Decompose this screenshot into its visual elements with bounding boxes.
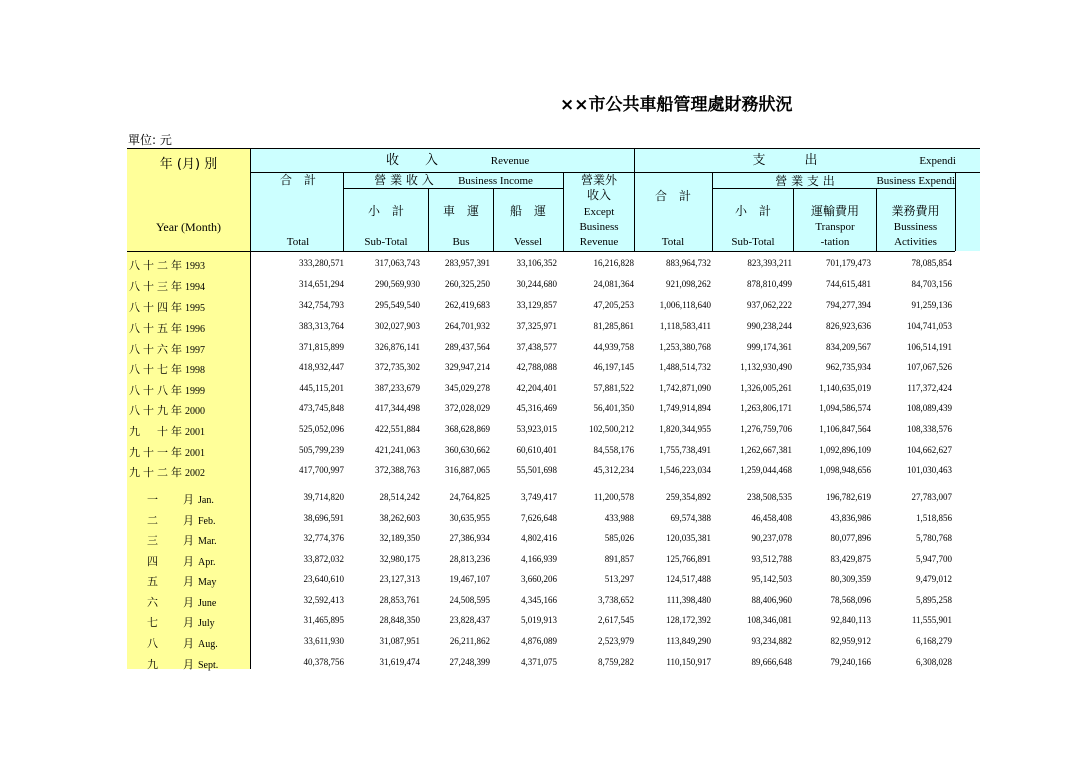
row-year-label (129, 341, 249, 357)
table-cell: 371,815,899 (299, 342, 344, 352)
header-exp-subtotal-en: Sub-Total (731, 236, 775, 248)
row-year-en: 1994 (185, 282, 205, 293)
table-cell: 290,569,930 (375, 279, 420, 289)
table-cell: 302,027,903 (375, 321, 420, 331)
table-cell: 473,745,848 (299, 403, 344, 413)
table-cell: 5,895,258 (916, 595, 952, 605)
table-cell: 78,085,854 (911, 258, 952, 268)
header-bus-en: Bus (452, 236, 470, 248)
table-cell: 19,467,107 (449, 574, 490, 584)
row-year-zh: 八十二年 (129, 259, 185, 272)
table-row (127, 550, 957, 570)
row-year-en: 2000 (185, 406, 205, 417)
table-cell: 43,836,986 (830, 513, 871, 523)
table-cell: 4,876,089 (521, 636, 557, 646)
row-month-en: July (198, 618, 215, 629)
table-cell: 3,660,206 (521, 574, 557, 584)
table-cell: 317,063,743 (375, 258, 420, 268)
table-cell: 329,947,214 (445, 362, 490, 372)
row-year-label (129, 444, 249, 460)
table-row (127, 509, 957, 529)
table-cell: 422,551,884 (375, 424, 420, 434)
table-cell: 27,248,399 (449, 657, 490, 667)
row-month-num-zh: 九 (147, 658, 158, 671)
table-cell: 1,098,948,656 (819, 465, 871, 475)
table-cell: 5,780,768 (916, 533, 952, 543)
table-cell: 101,030,463 (907, 465, 952, 475)
table-cell: 196,782,619 (826, 492, 871, 502)
table-cell: 883,964,732 (666, 258, 711, 268)
row-month-unit-zh: 月 (183, 575, 194, 588)
table-cell: 1,118,583,411 (659, 321, 711, 331)
table-row (127, 570, 957, 590)
table-cell: 4,345,166 (521, 595, 557, 605)
row-month-unit-zh: 月 (183, 596, 194, 609)
table-cell: 24,508,595 (449, 595, 490, 605)
table-cell: 125,766,891 (666, 554, 711, 564)
table-cell: 33,106,352 (516, 258, 557, 268)
table-cell: 78,568,096 (830, 595, 871, 605)
table-cell: 23,640,610 (303, 574, 344, 584)
header-activities-en2: Activities (894, 236, 937, 248)
table-cell: 84,558,176 (593, 445, 634, 455)
table-cell: 238,508,535 (747, 492, 792, 502)
table-row (127, 488, 957, 508)
row-year-label (129, 299, 249, 315)
table-cell: 28,853,761 (379, 595, 420, 605)
table-cell: 4,371,075 (521, 657, 557, 667)
table-cell: 1,546,223,034 (659, 465, 711, 475)
table-cell: 104,662,627 (907, 445, 952, 455)
table-cell: 93,512,788 (751, 554, 792, 564)
table-cell: 314,651,294 (299, 279, 344, 289)
unit-label: 單位: 元 (128, 133, 172, 147)
row-month-unit-zh: 月 (183, 555, 194, 568)
table-cell: 1,253,380,768 (659, 342, 711, 352)
table-row (127, 254, 957, 274)
row-month-unit-zh: 月 (183, 514, 194, 527)
table-cell: 69,574,388 (670, 513, 711, 523)
table-cell: 42,788,088 (516, 362, 557, 372)
table-row (127, 358, 957, 378)
table-cell: 283,957,391 (445, 258, 490, 268)
table-row (127, 379, 957, 399)
table-cell: 326,876,141 (375, 342, 420, 352)
row-year-zh: 八十六年 (129, 343, 185, 356)
row-month-en: Apr. (198, 557, 216, 568)
header-activities-zh: 業務費用 (891, 204, 940, 218)
row-year-en: 2001 (185, 448, 205, 459)
row-year-zh: 八十七年 (129, 363, 185, 376)
table-cell: 24,764,825 (449, 492, 490, 502)
header-transport-en2: -tation (820, 236, 850, 248)
row-year-label (129, 257, 249, 273)
row-year-zh: 九十二年 (129, 466, 185, 479)
table-cell: 6,308,028 (916, 657, 952, 667)
row-month-unit-zh: 月 (183, 616, 194, 629)
table-cell: 104,741,053 (907, 321, 952, 331)
row-year-zh: 九十一年 (129, 446, 185, 459)
row-year-label (129, 278, 249, 294)
table-cell: 9,479,012 (916, 574, 952, 584)
table-cell: 90,237,078 (751, 533, 792, 543)
header-bus-zh: 車 運 (442, 204, 479, 218)
table-cell: 27,783,007 (911, 492, 952, 502)
table-cell: 368,628,869 (445, 424, 490, 434)
table-cell: 5,947,700 (916, 554, 952, 564)
table-cell: 23,828,437 (449, 615, 490, 625)
header-business-exp-en: Business Expendi (876, 175, 955, 187)
table-cell: 80,077,896 (830, 533, 871, 543)
header-year-zh: 年 (月) 別 (159, 157, 218, 172)
row-month-num-zh: 二 (147, 514, 158, 527)
table-cell: 89,666,648 (751, 657, 792, 667)
table-cell: 513,297 (604, 574, 634, 584)
table-cell: 40,378,756 (303, 657, 344, 667)
table-cell: 46,197,145 (593, 362, 634, 372)
table-cell: 16,216,828 (593, 258, 634, 268)
table-row (127, 441, 957, 461)
table-cell: 417,344,498 (375, 403, 420, 413)
table-cell: 28,848,350 (379, 615, 420, 625)
table-cell: 11,200,578 (593, 492, 634, 502)
row-month-unit-zh: 月 (183, 637, 194, 650)
table-cell: 28,813,236 (449, 554, 490, 564)
table-cell: 26,211,862 (449, 636, 490, 646)
table-cell: 794,277,394 (826, 300, 871, 310)
table-row (127, 632, 957, 652)
row-month-num-zh: 四 (147, 555, 158, 568)
row-month-num-zh: 一 (147, 493, 158, 506)
table-cell: 383,313,764 (299, 321, 344, 331)
table-cell: 32,189,350 (379, 533, 420, 543)
table-cell: 1,755,738,491 (659, 445, 711, 455)
header-except-en3: Revenue (579, 236, 619, 248)
table-row (127, 338, 957, 358)
table-cell: 3,738,652 (598, 595, 634, 605)
header-vessel-zh: 船 運 (509, 204, 546, 218)
row-year-en: 2002 (185, 468, 205, 479)
header-expend-en: Expendi (919, 155, 956, 167)
table-cell: 826,923,636 (826, 321, 871, 331)
table-cell: 37,438,577 (516, 342, 557, 352)
row-year-zh: 八十三年 (129, 280, 185, 293)
row-year-label (129, 382, 249, 398)
table-cell: 3,749,417 (521, 492, 557, 502)
row-year-zh: 九 十年 (129, 425, 185, 438)
table-cell: 2,617,545 (598, 615, 634, 625)
header-revenue-en: Revenue (490, 155, 530, 167)
table-cell: 42,204,401 (516, 383, 557, 393)
row-month-en: June (198, 598, 217, 609)
table-cell: 38,262,603 (379, 513, 420, 523)
table-cell: 46,458,408 (751, 513, 792, 523)
table-cell: 31,465,895 (303, 615, 344, 625)
table-cell: 32,774,376 (303, 533, 344, 543)
row-year-en: 2001 (185, 427, 205, 438)
table-cell: 57,881,522 (593, 383, 634, 393)
table-cell: 701,179,473 (826, 258, 871, 268)
header-business-exp-zh: 營 業 支 出 (775, 174, 835, 188)
header-year-en: Year (Month) (155, 220, 222, 234)
table-cell: 1,488,514,732 (659, 362, 711, 372)
table-cell: 1,262,667,381 (740, 445, 792, 455)
table-cell: 421,241,063 (375, 445, 420, 455)
row-year-label (129, 423, 249, 439)
table-cell: 316,887,065 (445, 465, 490, 475)
table-cell: 260,325,250 (445, 279, 490, 289)
table-cell: 24,081,364 (593, 279, 634, 289)
table-cell: 891,857 (604, 554, 634, 564)
table-cell: 1,259,044,468 (740, 465, 792, 475)
row-year-label (129, 402, 249, 418)
table-row (127, 529, 957, 549)
row-month-num-zh: 七 (147, 616, 158, 629)
table-cell: 93,234,882 (751, 636, 792, 646)
table-cell: 433,988 (604, 513, 634, 523)
row-month-en: Aug. (198, 639, 218, 650)
table-cell: 107,067,526 (907, 362, 952, 372)
row-year-en: 1999 (185, 386, 205, 397)
table-cell: 124,517,488 (666, 574, 711, 584)
table-cell: 921,098,262 (666, 279, 711, 289)
table-cell: 585,026 (604, 533, 634, 543)
row-year-en: 1998 (185, 365, 205, 376)
row-month-num-zh: 五 (147, 575, 158, 588)
header-transport-zh: 運輸費用 (810, 204, 859, 218)
header-expend-zh: 支 出 (752, 153, 818, 168)
header-vessel-en: Vessel (513, 236, 543, 248)
table-cell: 990,238,244 (747, 321, 792, 331)
table-cell: 102,500,212 (589, 424, 634, 434)
table-cell: 372,735,302 (375, 362, 420, 372)
table-cell: 79,240,166 (830, 657, 871, 667)
table-cell: 1,140,635,019 (819, 383, 871, 393)
table-cell: 53,923,015 (516, 424, 557, 434)
table-cell: 27,386,934 (449, 533, 490, 543)
header-total-zh: 合 計 (279, 173, 316, 187)
table-cell: 1,106,847,564 (819, 424, 871, 434)
table-cell: 117,372,424 (907, 383, 952, 393)
table-cell: 88,406,960 (751, 595, 792, 605)
table-cell: 30,635,955 (449, 513, 490, 523)
table-cell: 31,087,951 (379, 636, 420, 646)
table-cell: 1,742,871,090 (659, 383, 711, 393)
table-cell: 106,514,191 (907, 342, 952, 352)
table-cell: 1,749,914,894 (659, 403, 711, 413)
row-month-unit-zh: 月 (183, 493, 194, 506)
table-cell: 2,523,979 (598, 636, 634, 646)
table-row (127, 591, 957, 611)
table-cell: 28,514,242 (379, 492, 420, 502)
table-cell: 6,168,279 (916, 636, 952, 646)
table-cell: 95,142,503 (751, 574, 792, 584)
table-cell: 60,610,401 (516, 445, 557, 455)
table-cell: 30,244,680 (516, 279, 557, 289)
table-cell: 11,555,901 (911, 615, 952, 625)
header-exp-total-en: Total (661, 236, 685, 248)
table-cell: 289,437,564 (445, 342, 490, 352)
table-cell: 44,939,758 (593, 342, 634, 352)
table-cell: 80,309,359 (830, 574, 871, 584)
table-cell: 345,029,278 (445, 383, 490, 393)
table-cell: 31,619,474 (379, 657, 420, 667)
table-row (127, 653, 957, 673)
table-cell: 33,872,032 (303, 554, 344, 564)
table-cell: 387,233,679 (375, 383, 420, 393)
table-cell: 834,209,567 (826, 342, 871, 352)
table-row (127, 296, 957, 316)
table-cell: 91,259,136 (911, 300, 952, 310)
table-cell: 33,611,930 (303, 636, 344, 646)
header-exp-subtotal-zh: 小 計 (734, 204, 771, 218)
table-cell: 1,094,586,574 (819, 403, 871, 413)
table-cell: 342,754,793 (299, 300, 344, 310)
table-cell: 360,630,662 (445, 445, 490, 455)
header-revenue-zh: 收 入 (385, 153, 438, 168)
table-cell: 525,052,096 (299, 424, 344, 434)
page-title: ××市公共車船管理處財務狀況 (560, 95, 793, 115)
row-month-en: May (198, 577, 217, 588)
table-cell: 55,501,698 (516, 465, 557, 475)
table-cell: 83,429,875 (830, 554, 871, 564)
table-cell: 33,129,857 (516, 300, 557, 310)
table-row (127, 461, 957, 481)
table-cell: 4,802,416 (521, 533, 557, 543)
table-cell: 295,549,540 (375, 300, 420, 310)
table-cell: 333,280,571 (299, 258, 344, 268)
table-cell: 5,019,913 (521, 615, 557, 625)
table-cell: 45,312,234 (593, 465, 634, 475)
table-cell: 418,932,447 (299, 362, 344, 372)
row-month-num-zh: 八 (147, 637, 158, 650)
row-month-en: Feb. (198, 516, 216, 527)
table-cell: 264,701,932 (445, 321, 490, 331)
header-except-en1: Except (583, 206, 615, 218)
table-cell: 45,316,469 (516, 403, 557, 413)
table-cell: 878,810,499 (747, 279, 792, 289)
table-row (127, 275, 957, 295)
header-business-income-zh: 營 業 收 入 (374, 173, 434, 187)
table-cell: 1,263,806,171 (740, 403, 792, 413)
row-month-en: Mar. (198, 536, 217, 547)
header-subtotal-zh: 小 計 (367, 204, 404, 218)
table-cell: 4,166,939 (521, 554, 557, 564)
table-row (127, 611, 957, 631)
table-cell: 417,700,997 (299, 465, 344, 475)
row-year-en: 1993 (185, 261, 205, 272)
table-cell: 92,840,113 (830, 615, 871, 625)
header-except-zh2: 收入 (586, 188, 611, 202)
table-cell: 82,959,912 (830, 636, 871, 646)
table-cell: 505,799,239 (299, 445, 344, 455)
table-cell: 1,132,930,490 (740, 362, 792, 372)
table-cell: 120,035,381 (666, 533, 711, 543)
table-cell: 38,696,591 (303, 513, 344, 523)
table-cell: 1,820,344,955 (659, 424, 711, 434)
table-cell: 1,518,856 (916, 513, 952, 523)
table-cell: 937,062,222 (747, 300, 792, 310)
header-except-en2: Business (579, 221, 619, 233)
header-subtotal-en: Sub-Total (364, 236, 408, 248)
header-business-income-en: Business Income (458, 175, 533, 187)
table-cell: 1,276,759,706 (740, 424, 792, 434)
table-cell: 108,346,081 (747, 615, 792, 625)
row-year-en: 1995 (185, 303, 205, 314)
table-cell: 372,388,763 (375, 465, 420, 475)
row-year-label (129, 320, 249, 336)
table-cell: 32,980,175 (379, 554, 420, 564)
table-cell: 108,089,439 (907, 403, 952, 413)
row-month-unit-zh: 月 (183, 658, 194, 671)
table-cell: 56,401,350 (593, 403, 634, 413)
row-year-zh: 八十四年 (129, 301, 185, 314)
table-cell: 113,849,290 (666, 636, 711, 646)
row-year-zh: 八十九年 (129, 404, 185, 417)
table-cell: 23,127,313 (379, 574, 420, 584)
table-cell: 111,398,480 (666, 595, 711, 605)
table-cell: 37,325,971 (516, 321, 557, 331)
header-total-en: Total (286, 236, 310, 248)
row-month-en: Jan. (198, 495, 214, 506)
table-row (127, 399, 957, 419)
table-row (127, 420, 957, 440)
row-month-num-zh: 三 (147, 534, 158, 547)
row-month-num-zh: 六 (147, 596, 158, 609)
table-cell: 1,092,896,109 (819, 445, 871, 455)
table-cell: 445,115,201 (299, 383, 344, 393)
row-year-label (129, 361, 249, 377)
table-cell: 108,338,576 (907, 424, 952, 434)
row-year-en: 1996 (185, 324, 205, 335)
table-cell: 962,735,934 (826, 362, 871, 372)
table-row (127, 317, 957, 337)
row-year-label (129, 464, 249, 480)
table-cell: 999,174,361 (747, 342, 792, 352)
row-month-unit-zh: 月 (183, 534, 194, 547)
table-cell: 372,028,029 (445, 403, 490, 413)
header-activities-en1: Bussiness (893, 221, 938, 233)
table-cell: 39,714,820 (303, 492, 344, 502)
row-year-zh: 八十五年 (129, 322, 185, 335)
table-cell: 7,626,648 (521, 513, 557, 523)
table-cell: 128,172,392 (666, 615, 711, 625)
table-cell: 744,615,481 (826, 279, 871, 289)
table-cell: 110,150,917 (666, 657, 711, 667)
table-cell: 81,285,861 (593, 321, 634, 331)
header-except-zh1: 營業外 (580, 173, 617, 187)
row-year-en: 1997 (185, 345, 205, 356)
row-month-en: Sept. (198, 660, 219, 671)
table-cell: 1,326,005,261 (740, 383, 792, 393)
table-cell: 84,703,156 (911, 279, 952, 289)
table-cell: 8,759,282 (598, 657, 634, 667)
table-cell: 259,354,892 (666, 492, 711, 502)
row-year-zh: 八十八年 (129, 384, 185, 397)
header-exp-total-zh: 合 計 (654, 189, 691, 203)
header-transport-en1: Transpor (815, 221, 855, 233)
table-cell: 823,393,211 (747, 258, 792, 268)
table-cell: 1,006,118,640 (659, 300, 711, 310)
table-cell: 47,205,253 (593, 300, 634, 310)
table-cell: 262,419,683 (445, 300, 490, 310)
table-cell: 32,592,413 (303, 595, 344, 605)
